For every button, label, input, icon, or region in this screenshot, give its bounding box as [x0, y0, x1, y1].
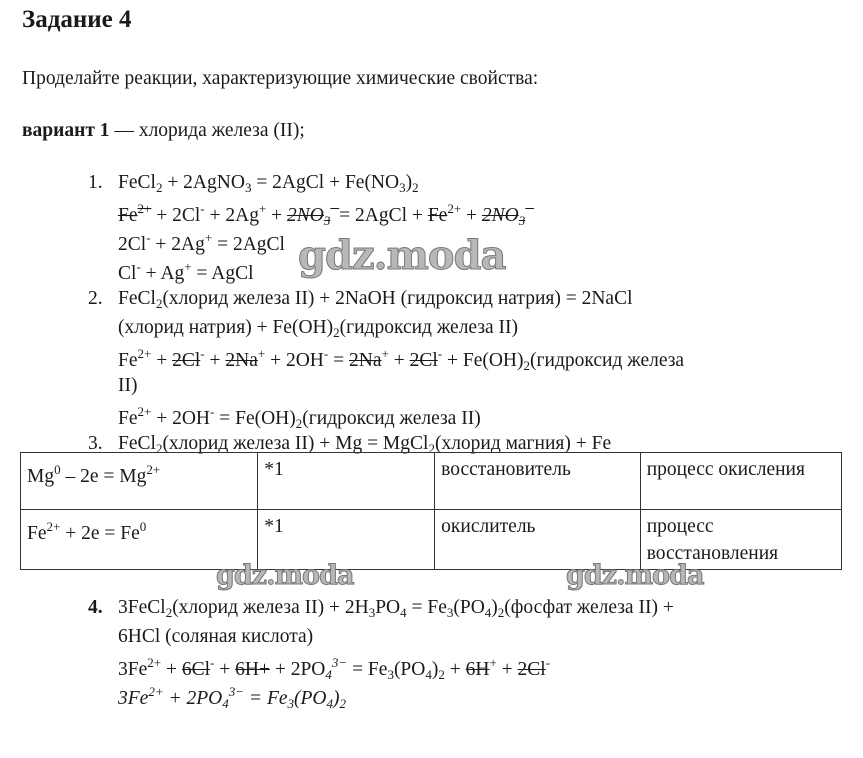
variant-label: вариант 1	[22, 120, 110, 141]
formula-segment: = 2AgCl	[212, 234, 285, 255]
formula-segment: 2+	[46, 519, 61, 534]
formula-segment: -	[210, 404, 215, 419]
formula-segment: 2	[333, 325, 340, 340]
formula-segment: 0	[54, 462, 61, 477]
table-cell	[640, 453, 841, 510]
variant-line	[22, 120, 305, 142]
formula-segment: 2NO	[481, 205, 519, 226]
formula-segment: + 2OH	[265, 350, 324, 371]
formula-segment: 3	[399, 180, 406, 195]
formula-segment: (хлорид железа II) + 2H	[172, 597, 369, 618]
formula-segment: +	[161, 659, 182, 680]
formula-segment: +	[214, 659, 236, 680]
redox-table	[20, 452, 842, 570]
formula-segment: 2	[497, 605, 505, 620]
formula-segment: 3FeCl	[118, 597, 166, 618]
formula-segment: 3	[287, 696, 295, 711]
formula-segment: 2	[339, 696, 347, 711]
equation-line	[118, 375, 137, 397]
formula-segment: + 2Cl	[151, 205, 201, 226]
formula-segment: )	[431, 659, 439, 680]
formula-segment: -	[437, 346, 443, 361]
formula-segment: (хлорид железа II) + 2NaOH (гидроксид натрия) = 2NaCl	[162, 288, 633, 309]
formula-segment: 4	[222, 696, 229, 711]
formula-segment: 2	[155, 441, 163, 456]
formula-segment: +	[204, 230, 213, 245]
formula-segment: (гидроксид железа II)	[302, 408, 481, 429]
formula-segment: Fe	[27, 523, 47, 544]
formula-segment: – 2e = Mg	[60, 466, 147, 487]
watermark-logo: gdz.moda	[566, 560, 704, 591]
formula-segment: восстановитель	[441, 459, 571, 480]
formula-segment: 4	[325, 667, 332, 682]
formula-segment: 2Cl	[409, 350, 438, 371]
formula-segment: (PO	[294, 688, 327, 709]
item-number: 1.	[88, 172, 103, 193]
formula-segment: -	[210, 655, 215, 670]
formula-segment: +	[266, 205, 288, 226]
formula-segment: *1	[264, 516, 284, 537]
formula-segment: (хлорид магния) + Fe	[434, 433, 612, 454]
formula-segment: Fe	[427, 205, 448, 226]
formula-segment: = Fe(OH)	[214, 408, 296, 429]
formula-segment: + 2PO	[163, 688, 223, 709]
equation-line	[118, 404, 481, 432]
formula-segment: FeCl	[118, 288, 156, 309]
formula-segment: 3	[446, 605, 454, 620]
table-row	[21, 453, 842, 510]
formula-segment: 2Cl	[172, 350, 201, 371]
formula-segment: + 2e = Fe	[60, 523, 140, 544]
equation-line	[118, 684, 346, 712]
table-row	[21, 510, 842, 570]
formula-segment: 2	[428, 441, 435, 456]
formula-segment: (фосфат железа II) +	[504, 597, 674, 618]
item-number: 4.	[88, 597, 103, 618]
equation-line	[118, 201, 534, 229]
formula-segment: )	[333, 688, 340, 709]
formula-segment: = 2AgCl + Fe(NO	[251, 172, 400, 193]
formula-segment: +	[151, 350, 173, 371]
formula-segment: Cl	[118, 263, 137, 284]
formula-segment: 2	[523, 358, 531, 373]
formula-segment: 6H+	[235, 659, 270, 680]
formula-segment: )	[491, 597, 498, 618]
formula-segment: = Fe	[406, 597, 447, 618]
formula-segment: +	[496, 659, 518, 680]
page-title: Задание 4	[22, 6, 132, 33]
formula-segment: 2+	[137, 404, 152, 419]
formula-segment: -	[136, 259, 141, 274]
formula-segment: процесс восстановления	[646, 516, 779, 564]
formula-segment: −	[525, 201, 535, 216]
formula-segment: 2	[155, 296, 163, 311]
formula-segment: 2Na	[225, 350, 258, 371]
formula-segment: +	[204, 350, 226, 371]
equation-line	[88, 288, 633, 312]
formula-segment: = 2AgCl +	[339, 205, 428, 226]
formula-segment: (хлорид натрия) + Fe(OH)	[118, 317, 334, 338]
formula-segment: *1	[264, 459, 284, 480]
equation-line	[118, 230, 285, 256]
table-cell	[21, 453, 258, 510]
equation-line	[118, 346, 684, 374]
formula-segment: 2NO	[287, 205, 324, 226]
formula-segment: -	[545, 655, 551, 670]
formula-segment: 2+	[148, 684, 164, 699]
formula-segment: +	[461, 205, 482, 226]
formula-segment: 4	[484, 605, 492, 620]
formula-segment: +	[258, 201, 267, 216]
watermark-logo: gdz.moda	[216, 560, 354, 591]
formula-segment: (хлорид железа II) + Mg = MgCl	[162, 433, 429, 454]
formula-segment: 3−	[228, 684, 245, 699]
formula-segment: -	[146, 230, 151, 245]
formula-segment: 4	[326, 696, 334, 711]
formula-segment: (гидроксид железа II)	[339, 317, 519, 338]
formula-segment: -	[200, 201, 205, 216]
formula-segment: 4	[425, 667, 432, 682]
formula-segment: FeCl	[118, 433, 156, 454]
formula-segment: +	[489, 655, 497, 670]
formula-segment: 2	[438, 667, 445, 682]
formula-segment: 6H	[465, 659, 490, 680]
formula-segment: )	[405, 172, 413, 193]
formula-segment: 2	[155, 180, 163, 195]
formula-segment: Fe	[118, 350, 138, 371]
formula-segment: Mg	[27, 466, 55, 487]
formula-segment: = AgCl	[191, 263, 254, 284]
formula-segment: 2	[412, 180, 419, 195]
formula-segment: 2Cl	[517, 659, 546, 680]
formula-segment: -	[323, 346, 329, 361]
formula-segment: 0	[139, 519, 147, 534]
formula-segment: окислитель	[441, 516, 536, 537]
formula-segment: 2	[295, 416, 303, 431]
equation-line	[88, 597, 674, 621]
equation-line	[118, 259, 254, 285]
formula-segment: +	[257, 346, 266, 361]
formula-segment: (гидроксид железа	[530, 350, 685, 371]
equation-line	[118, 317, 518, 341]
formula-segment: 6HCl (соляная кислота)	[118, 626, 314, 647]
formula-segment: II)	[118, 375, 138, 396]
formula-segment: =	[328, 350, 349, 371]
formula-segment: 2Na	[348, 350, 382, 371]
equation-line	[88, 172, 419, 196]
formula-segment: (PO	[453, 597, 485, 618]
formula-segment: + Ag	[140, 263, 185, 284]
formula-segment: + 2PO	[269, 659, 326, 680]
formula-segment: 2+	[447, 201, 462, 216]
table-cell	[258, 453, 435, 510]
equation-line	[118, 655, 550, 683]
formula-segment: 3	[323, 213, 331, 228]
formula-segment: 6Cl	[181, 659, 211, 680]
task-intro: Проделайте реакции, характеризующие химические свойства:	[22, 68, 539, 89]
formula-segment: 3Fe	[118, 659, 148, 680]
formula-segment: (PO	[393, 659, 426, 680]
formula-segment: Fe	[118, 408, 138, 429]
formula-segment: +	[388, 350, 410, 371]
formula-segment: = Fe	[347, 659, 388, 680]
formula-segment: 2+	[146, 462, 161, 477]
formula-segment: 2+	[137, 346, 152, 361]
formula-segment: 2+	[137, 201, 152, 216]
formula-segment: -	[200, 346, 205, 361]
formula-segment: 4	[400, 605, 407, 620]
formula-segment: 3	[518, 213, 526, 228]
formula-segment: + Fe(OH)	[442, 350, 524, 371]
formula-segment: +	[184, 259, 192, 274]
formula-segment: PO	[375, 597, 401, 618]
watermark-logo: gdz.moda	[298, 232, 506, 279]
formula-segment: +	[381, 346, 389, 361]
formula-segment: + 2AgNO	[162, 172, 245, 193]
formula-segment: = Fe	[244, 688, 288, 709]
formula-segment: 3	[244, 180, 252, 195]
formula-segment: 3	[368, 605, 376, 620]
formula-segment: FeCl	[118, 172, 156, 193]
formula-segment: +	[444, 659, 466, 680]
equation-line	[118, 626, 313, 648]
formula-segment: 3	[387, 667, 394, 682]
formula-segment: 3−	[331, 655, 348, 670]
formula-segment: + 2Ag	[204, 205, 259, 226]
formula-segment: 2Cl	[118, 234, 147, 255]
formula-segment: −	[330, 201, 340, 216]
item-number: 3.	[88, 433, 103, 454]
item-number: 2.	[88, 288, 103, 309]
formula-segment: процесс окисления	[646, 459, 805, 480]
formula-segment: + 2Ag	[150, 234, 205, 255]
formula-segment: 2+	[147, 655, 162, 670]
formula-segment: + 2OH	[151, 408, 211, 429]
formula-segment: 3Fe	[118, 688, 149, 709]
table-cell	[435, 453, 641, 510]
formula-segment: 2	[165, 605, 173, 620]
variant-text: — хлорида железа (II);	[109, 120, 305, 141]
formula-segment: Fe	[118, 205, 138, 226]
